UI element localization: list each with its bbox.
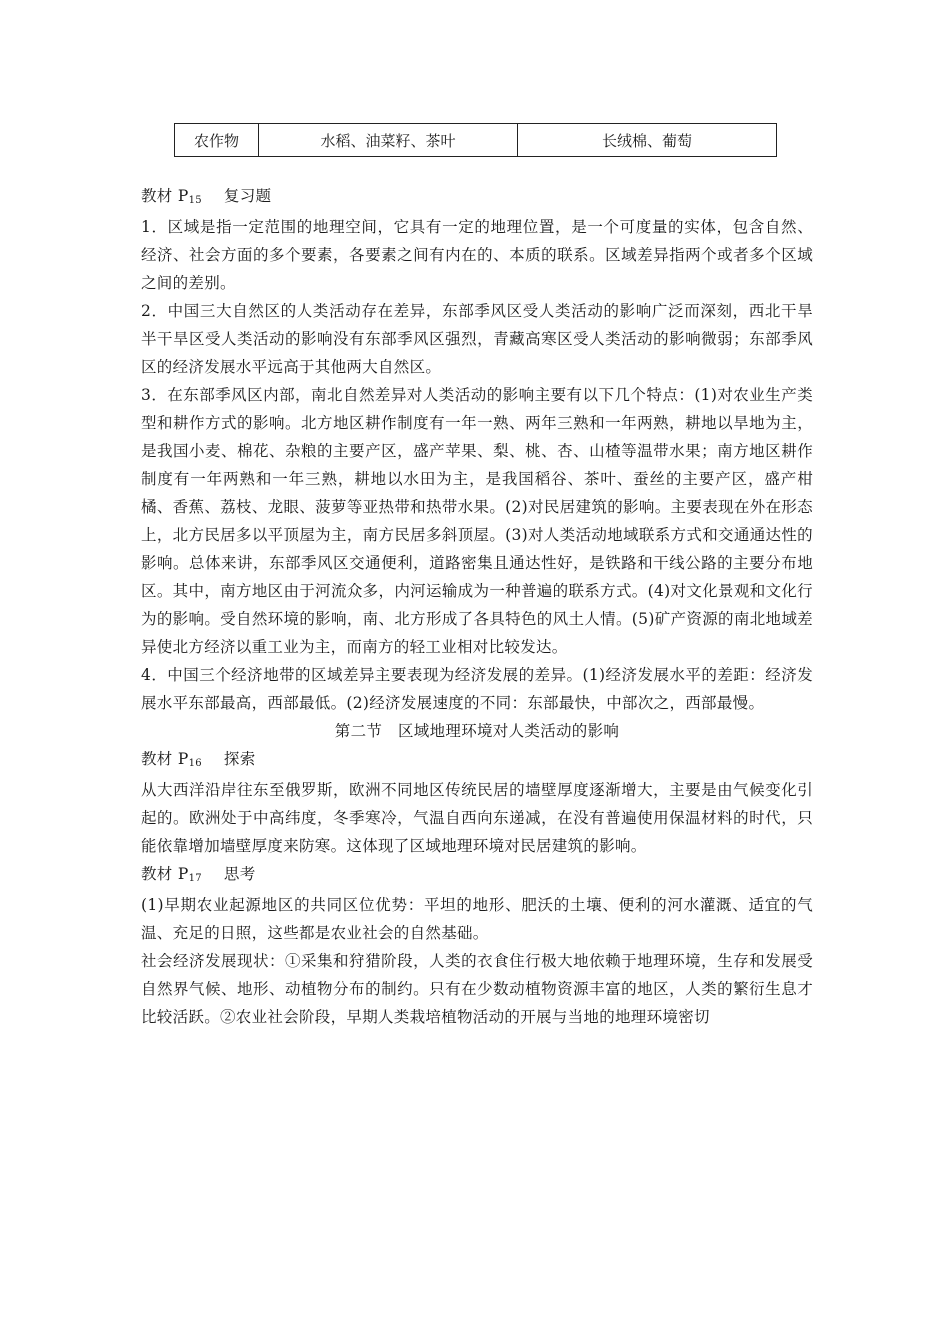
page-number: 16 <box>188 758 202 769</box>
section-title: 探索 <box>223 750 256 768</box>
answer-2: 2．中国三大自然区的人类活动存在差异，东部季风区受人类活动的影响广泛而深刻，西北干旱半干旱区受人类活动的影响没有东部季风区强烈，青藏高寒区受人类活动的影响微弱；东部季风区的经济发展水平远高于其他两大自然区。 <box>141 302 813 376</box>
section-header-think <box>141 860 813 891</box>
page-number: 15 <box>188 195 202 206</box>
answer-3: 3．在东部季风区内部，南北自然差异对人类活动的影响主要有以下几个特点：(1)对农业生产类型和耕作方式的影响。北方地区耕作制度有一年一熟、两年三熟和一年两熟，耕地以旱地为主，是我国小麦、棉花、杂粮的主要产区，盛产苹果、梨、桃、杏、山楂等温带水果；南方地区耕作制度有一年两熟和一年三熟，耕地以水田为主，是我国稻谷、茶叶、蚕丝的主要产区，盛产柑橘、香蕉、荔枝、龙眼、菠萝等亚热带和热带水果。(2)对民居建筑的影响。主要表现在外在形态上，北方民居多以平顶屋为主，南方民居多斜顶屋。(3)对人类活动地域联系方式和交通通达性的影响。总体来讲，东部季风区交通便利，道路密集且通达性好，是铁路和干线公路的主要分布地区。其中，南方地区由于河流众多，内河运输成为一种普遍的联系方式。(4)对文化景观和文化行为的影响。受自然环境的影响，南、北方形成了各具特色的风土人情。(5)矿产资源的南北地域差异使北方经济以重工业为主，而南方的轻工业相对比较发达。 <box>141 386 813 656</box>
section-header-review <box>141 182 813 213</box>
document-body <box>141 182 813 1031</box>
answer-1: 1．区域是指一定范围的地理空间，它具有一定的地理位置，是一个可度量的实体，包含自然、经济、社会方面的多个要素，各要素之间有内在的、本质的联系。区域差异指两个或者多个区域之间的差别。 <box>141 218 813 292</box>
textbook-prefix: 教材 P <box>141 865 189 883</box>
section-header-explore <box>141 745 813 776</box>
textbook-prefix: 教材 P <box>141 750 189 768</box>
table-cell-label: 农作物 <box>175 124 259 157</box>
answer-4: 4．中国三个经济地带的区域差异主要表现为经济发展的差异。(1)经济发展水平的差距：经济发展水平东部最高，西部最低。(2)经济发展速度的不同：东部最快，中部次之，西部最慢。 <box>141 666 813 712</box>
crop-table <box>174 123 777 157</box>
section-title: 复习题 <box>223 187 272 205</box>
explore-paragraph: 从大西洋沿岸往东至俄罗斯，欧洲不同地区传统民居的墙壁厚度逐渐增大，主要是由气候变化引起的。欧洲处于中高纬度，冬季寒冷，气温自西向东递减，在没有普遍使用保温材料的时代，只能依靠增加墙壁厚度来防寒。这体现了区域地理环境对民居建筑的影响。 <box>141 781 813 855</box>
think-paragraph-2: 社会经济发展现状：①采集和狩猎阶段，人类的衣食住行极大地依赖于地理环境，生存和发展受自然界气候、地形、动植物分布的制约。只有在少数动植物资源丰富的地区，人类的繁衍生息才比较活跃。②农业社会阶段，早期人类栽培植物活动的开展与当地的地理环境密切 <box>141 952 813 1026</box>
textbook-prefix: 教材 P <box>141 187 189 205</box>
table-cell-north: 长绒棉、葡萄 <box>518 124 777 157</box>
table-row <box>175 124 777 157</box>
table-cell-south: 水稻、油菜籽、茶叶 <box>259 124 518 157</box>
page-number: 17 <box>188 873 202 884</box>
section-title: 思考 <box>223 865 256 883</box>
chapter-section-heading: 第二节 区域地理环境对人类活动的影响 <box>334 722 620 740</box>
think-paragraph-1: (1)早期农业起源地区的共同区位优势：平坦的地形、肥沃的土壤、便利的河水灌溉、适宜的气温、充足的日照，这些都是农业社会的自然基础。 <box>141 896 813 942</box>
